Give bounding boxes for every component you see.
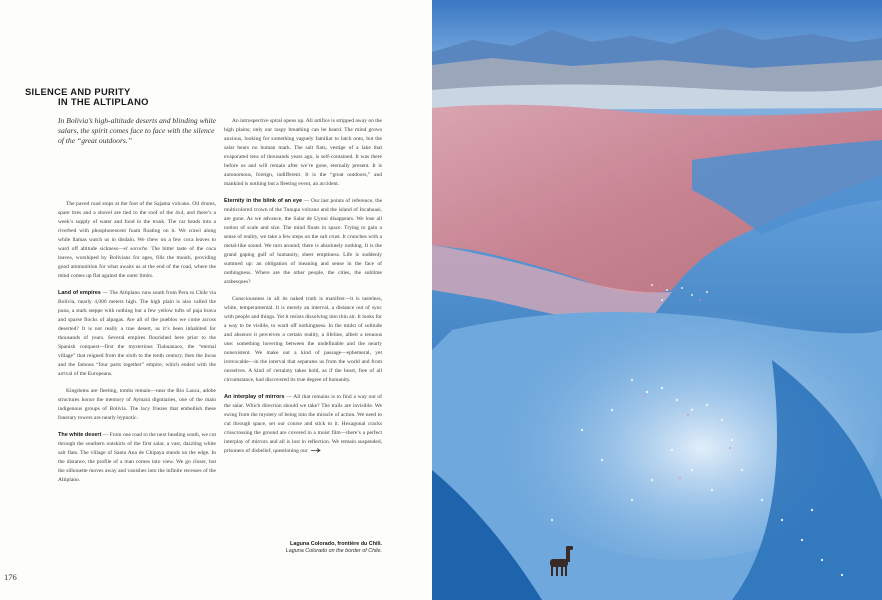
paragraph: An interplay of mirrors — All that remains is to find a way out of the salar. Which direction should we take? The trails are invisible. We swing from the mystery of being into the miracle of action. We need to cut through space, set our course and stick to it. Hexagonal cracks crisscrossing the ground are covered in a moist film—there’s a perfect interplay of mirrors and all is lost in reflection. We remain suspended, prisoners of disbelief, questioning our [224, 394, 382, 454]
run-in-heading: Eternity in the blink of an eye [224, 198, 303, 204]
laguna-colorado-photo [432, 0, 882, 600]
run-in-heading: Land of empires [58, 290, 101, 296]
article-title [25, 87, 149, 107]
paragraph: An introspective spiral opens up. All artifice is stripped away on the high plains; only our raspy breathing can be heard. The mind grows anxious, looking for something vaguely familiar to latch onto, but the salar bears no human mark. The salt flats, vestige of a lake that evaporated tens of thousands years ago, is self-contained. It was there before us and will remain after we’re gone, eternally present. It is autonomous, foreign, indifferent. It is the “great outdoors,” and mankind is nothing but a fleeting event, an accident. [224, 118, 382, 187]
paragraph: The white desert — From one road to the next heading south, we cut through the southern outskirts of the first salar, a vast, dazzling white salt flats. The village of Santa Ana de Chipaya stands on the edge. In the distance, the profile of a man comes into view. We go closer, but the silhouette moves away and vanishes into the infinite recesses of the Altiplano. [58, 432, 216, 483]
paragraph: Kingdoms are fleeting, tombs remain—near the Rio Lauca, adobe structures honor the memory of Aymará dignitaries, one of the main indigenous groups of Bolivia. The lacy friezes that embellish these funerary towers are nearly hypnotic. [58, 388, 216, 421]
photo-caption [224, 541, 382, 555]
run-in-heading: The white desert [58, 432, 102, 438]
paragraph: The paved road stops at the foot of the Sajama volcano. Oil drums, spare tires and a shovel are tied to the roof of the 4x4, and there’s a week’s supply of water and food in the trunk. The car heads into a riverbed with phosphorescent foam floating on it. We crawl along while llamas watch us in disdain. We chew on a few coca leaves to ward off altitude sickness—el soroche. The bitter taste of the coca leaves, worshiped by Bolivians for ages, fills the mouth, providing good ammunition for what awaits us at the end of the road, where the mind comes up flat against the outer limits. [58, 201, 216, 279]
left-page [0, 0, 432, 600]
caption-french: Laguna Colorado, frontière du Chili. [290, 541, 382, 547]
page-number: 176 [4, 572, 17, 582]
article-lede: In Bolivia’s high-altitude deserts and blinding white salars, the spirit comes face to face with the silence of the “great outdoors.” [58, 116, 217, 145]
text-column-2 [224, 117, 382, 464]
run-in-heading: An interplay of mirrors [224, 394, 285, 400]
paragraph: Consciousness in all its naked truth is manifest—it is tasteless, white, temperamental. It is merely an interval, a distance out of sync with people and things. Yet it resists dissolving into thin air. It looks for a way to be visible, to ward off nothingness. In the midst of solitude and absence it perceives a certain reality, a lifeline, albeit a tenuous one: something hovering between the undefinable and the nearly nonexistent. We make out a kind of passage—ephemeral, yet irrevocable—in the interval that separates us from the world and from ourselves. A kind of certainty takes hold, as if the heart, free of all circumstance, had discovered its true degree of humanity. [224, 296, 382, 383]
continue-arrow-icon [311, 448, 321, 453]
caption-english: Laguna Colorado on the border of Chile. [285, 548, 382, 554]
paragraph: Eternity in the blink of an eye — Our last points of reference, the multicolored crown of the Tunupa volcano and the island of Incahuasi, are gone. As we advance, the Salar de Uyuni disappears. We lose all notion of scale and size. The mind floats in space. Trying to gain a sense of reality, we take a few steps on the salt crust. It crunches with a metal-like sound. We turn around; there is absolutely nothing. It is the grand gaping gulf of humanity, sheer emptiness. Life is suddenly summed up: an obligation of meaning and sense in the face of nothingness. Where are the other people, the cities, the sublime arabesques? [224, 198, 383, 285]
title-line-1: SILENCE AND PURITY [25, 86, 131, 97]
title-line-2: IN THE ALTIPLANO [58, 96, 149, 107]
paragraph: Land of empires — The Altiplano runs south from Peru to Chile via Bolivia, nearly 4,000 meters high. The high plain is also called the puna, a stark steppe with nothing but a few yellow tufts of paja brava and sparse flocks of alpagas. Are all of the pueblos we come across deserted? It is not really a true desert, as it’s been inhabited for thousands of years. Several empires flourished here prior to the Spanish conquest—first the mysterious Tiahuanaco, the “eternal village” that reigned from the sixth to the tenth century, then the Incas and the famous “four parts together” empire, which ended with the arrival of the Europeans. [58, 290, 216, 377]
text-column-1 [58, 200, 216, 493]
